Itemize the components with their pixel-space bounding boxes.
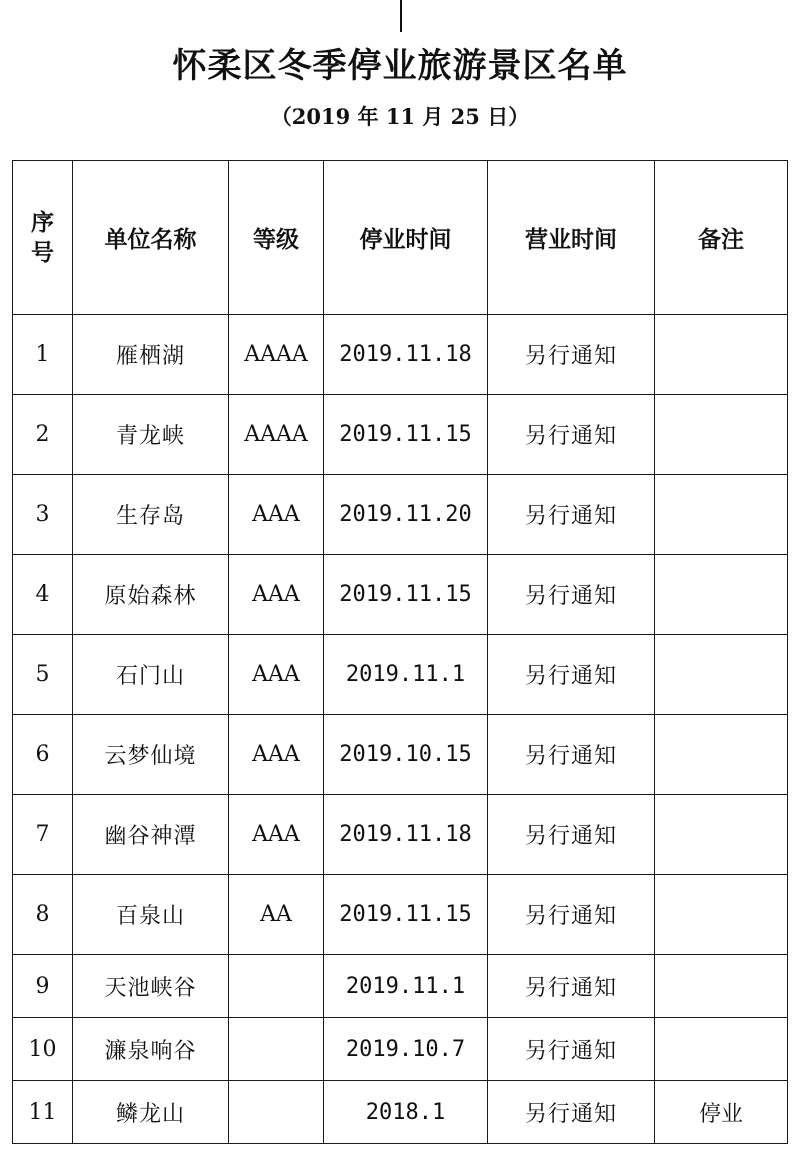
cell-seq: 1	[13, 315, 73, 395]
cell-level: AA	[229, 875, 324, 955]
header-business-hours: 营业时间	[488, 161, 655, 315]
cell-seq: 3	[13, 475, 73, 555]
cell-remarks	[655, 875, 788, 955]
cell-seq: 4	[13, 555, 73, 635]
header-seq-line2: 号	[31, 239, 54, 266]
cell-name: 濂泉响谷	[73, 1018, 229, 1081]
cell-business-hours: 另行通知	[488, 1018, 655, 1081]
cell-seq: 9	[13, 955, 73, 1018]
table-row	[13, 955, 788, 1018]
cell-closing-date: 2019.11.1	[324, 955, 488, 1018]
cell-level: AAA	[229, 635, 324, 715]
cell-remarks	[655, 475, 788, 555]
cell-closing-date: 2019.11.18	[324, 795, 488, 875]
cell-closing-date: 2019.11.20	[324, 475, 488, 555]
cell-level: AAA	[229, 795, 324, 875]
cell-business-hours: 另行通知	[488, 1081, 655, 1144]
cell-closing-date: 2019.10.7	[324, 1018, 488, 1081]
cell-remarks: 停业	[655, 1081, 788, 1144]
cell-business-hours: 另行通知	[488, 875, 655, 955]
cell-business-hours: 另行通知	[488, 555, 655, 635]
cell-remarks	[655, 635, 788, 715]
cell-remarks	[655, 715, 788, 795]
cell-remarks	[655, 315, 788, 395]
table-row	[13, 1081, 788, 1144]
cell-level: AAA	[229, 475, 324, 555]
cell-seq: 5	[13, 635, 73, 715]
cell-name: 云梦仙境	[73, 715, 229, 795]
cell-seq: 11	[13, 1081, 73, 1144]
table-row	[13, 395, 788, 475]
cell-closing-date: 2019.10.15	[324, 715, 488, 795]
cell-seq: 10	[13, 1018, 73, 1081]
scenic-area-table	[12, 160, 788, 1144]
header-seq	[13, 161, 73, 315]
table-header-row	[13, 161, 788, 315]
table-row	[13, 795, 788, 875]
cell-business-hours: 另行通知	[488, 955, 655, 1018]
header-closing-date: 停业时间	[324, 161, 488, 315]
document-date: （2019 年 11 月 25 日）	[270, 104, 530, 129]
header-remarks: 备注	[655, 161, 788, 315]
cell-closing-date: 2019.11.15	[324, 395, 488, 475]
cell-seq: 6	[13, 715, 73, 795]
cell-name: 青龙峡	[73, 395, 229, 475]
cell-name: 生存岛	[73, 475, 229, 555]
cell-seq: 8	[13, 875, 73, 955]
cell-closing-date: 2019.11.15	[324, 875, 488, 955]
cell-remarks	[655, 1018, 788, 1081]
cell-seq: 7	[13, 795, 73, 875]
top-margin-mark	[400, 0, 402, 32]
table-row	[13, 715, 788, 795]
cell-name: 鳞龙山	[73, 1081, 229, 1144]
cell-name: 天池峡谷	[73, 955, 229, 1018]
cell-level: AAA	[229, 555, 324, 635]
cell-business-hours: 另行通知	[488, 395, 655, 475]
cell-seq: 2	[13, 395, 73, 475]
cell-business-hours: 另行通知	[488, 795, 655, 875]
header-level: 等级	[229, 161, 324, 315]
table-row	[13, 475, 788, 555]
table-row	[13, 875, 788, 955]
cell-level: AAAA	[229, 315, 324, 395]
cell-level	[229, 1018, 324, 1081]
cell-remarks	[655, 555, 788, 635]
cell-level: AAA	[229, 715, 324, 795]
cell-remarks	[655, 955, 788, 1018]
cell-business-hours: 另行通知	[488, 715, 655, 795]
table-row	[13, 555, 788, 635]
cell-business-hours: 另行通知	[488, 635, 655, 715]
cell-level	[229, 955, 324, 1018]
cell-name: 原始森林	[73, 555, 229, 635]
cell-remarks	[655, 795, 788, 875]
cell-level: AAAA	[229, 395, 324, 475]
cell-name: 幽谷神潭	[73, 795, 229, 875]
cell-business-hours: 另行通知	[488, 315, 655, 395]
cell-business-hours: 另行通知	[488, 475, 655, 555]
cell-closing-date: 2019.11.18	[324, 315, 488, 395]
table-row	[13, 315, 788, 395]
cell-name: 雁栖湖	[73, 315, 229, 395]
document-title: 怀柔区冬季停业旅游景区名单	[172, 46, 628, 86]
cell-level	[229, 1081, 324, 1144]
header-name: 单位名称	[73, 161, 229, 315]
cell-closing-date: 2019.11.1	[324, 635, 488, 715]
cell-name: 石门山	[73, 635, 229, 715]
cell-closing-date: 2018.1	[324, 1081, 488, 1144]
table-row	[13, 1018, 788, 1081]
cell-closing-date: 2019.11.15	[324, 555, 488, 635]
table-row	[13, 635, 788, 715]
cell-remarks	[655, 395, 788, 475]
table-body	[13, 315, 788, 1144]
cell-name: 百泉山	[73, 875, 229, 955]
header-seq-line1: 序	[31, 209, 54, 236]
